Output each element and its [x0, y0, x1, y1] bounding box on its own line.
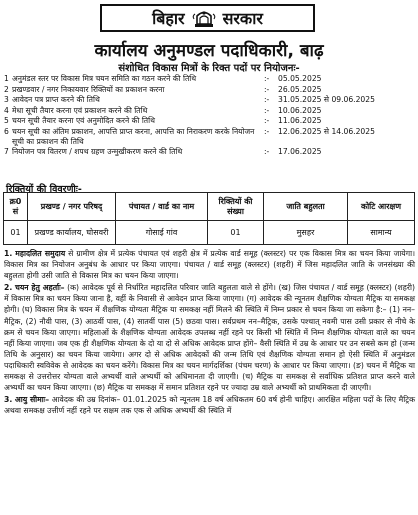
schedule-row — [4, 95, 414, 106]
schedule-row — [4, 116, 414, 127]
schedule-date: 05.05.2025 — [278, 74, 322, 83]
col-panchayat: पंचायत / वार्ड का नाम — [116, 193, 208, 221]
cell-caste: मुसहर — [264, 221, 348, 245]
schedule-list — [4, 74, 414, 158]
schedule-colon: :- — [264, 116, 270, 126]
bihar-sarkar-logo — [100, 4, 315, 32]
p3-heading: आयु सीमाः– — [14, 395, 50, 405]
schedule-text: चयन सूची तैयार करना एवं अनुमोदित करने की तिथि — [12, 116, 155, 126]
notice-body — [4, 248, 415, 417]
schedule-date: 10.06.2025 — [278, 105, 322, 115]
p1-text: से ग्रामीण क्षेत्र में प्रत्येक पंचायत एवं शहरी क्षेत्र में प्रत्येक वार्ड समूह (क्लस्टर) पर एक विकास मित्र का चयन किया जायेगा। विकास मित्र का नियोजन अनुबंध के आधार पर किया जाएगा। पंचायत / वार्ड समूह (क्लस्टर) (शहरी) में जिस महादलित जाति के जनसंख्या की बहुलता होगी उसी जाति से विकास मित्र का चयन किया जाएगा। — [4, 249, 415, 281]
schedule-date: 17.06.2025 — [278, 147, 322, 157]
p1-number: 1. — [4, 249, 13, 258]
schedule-text: चयन सूची का अंतिम प्रकाशन, आपत्ति प्राप्त करना, आपत्ति का निराकरण करके नियोजन सूची का प्रकाशन की तिथि — [12, 126, 255, 147]
schedule-text: मेधा सूची तैयार करना एवं प्रकाशन करने की तिथि — [12, 105, 148, 115]
p2-text: (क) आवेदक पूर्व से निर्धारित महादलित परिवार जाति बहुलता वाले से होंगे। (ख) जिस पंचायत / वार्ड समूह (क्लस्टर) (शहरी) में विकास मित्र का चयन किया जाना है, वहीं के निवासी से आवेदन प्राप्त किया जाएगा। (ग) आवेदक की न्यूनतम शैक्षणिक योग्यता मैट्रिक या समकक्ष होगी। (घ) विकास मित्र के चयन में शैक्षणिक योग्यता मैट्रिक या समकक्ष नहीं मिलने की स्थिति में निम्न प्रकार से चयन किया जा सकेगा है:– (1) नन–मैट्रिक, (2) नौवी पास, (3) आठवीं पास, (4) सातवीं पास (5) छठवा पास। सर्वप्रथम नन–मैट्रिक, उसके पश्चात् नवमी पास उसी प्रकार से नीचे के क्रम से चयन किया जाएगा। महिलाओं के शैक्षणिक योग्यता आवेदक उपलब्ध नहीं रहने पर किसी भी स्थिति में निम्न शैक्षणिक योग्यता वाले का चयन नहीं किया जाएगा। जब एक ही शैक्षणिक योग्यता के दो या दो से अधिक आवेदक प्राप्त होंगे– वैसी स्थिति में उम्र के आधार पर उन सबसे कम हो (जन्म तिथि के अनुसार) का चयन किया जायेगा। अगर दो से अधिक आवेदकों की जन्म तिथि एवं शैक्षणिक योग्यता समान हो ऐसी स्थिति में अनुमंडल पदाधिकारी स्वविवेक से आवेदक का चयन करेंगे। विकास मित्र का चयन मार्गदर्शिका (पंचम चरण) के आधार पर किया जाएगा। (ङ) चयन में मैट्रिक या समकक्ष से उत्तरोत्तर योग्यता वाले अभ्यर्थी वाले अभ्यर्थी को अधिमानता दी जाएगी। (च) मैट्रिक या समकक्ष से सर्वाधिक प्रतिशत प्राप्त करने वाले अभ्यर्थी का चयन किया जाएगा। (छ) मैट्रिक या समकक्ष में समान प्रतिशत रहने पर ज्यादा उम्र वाले अभ्यर्थी को प्राथमिकता दी जाएगी। — [4, 283, 415, 393]
schedule-row — [4, 147, 414, 158]
schedule-num: 5 — [4, 116, 9, 126]
table-row — [4, 221, 415, 245]
schedule-num: 6 — [4, 126, 9, 136]
col-vacancies: रिक्तियों की संख्या — [208, 193, 264, 221]
schedule-row — [4, 74, 414, 85]
schedule-num: 2 — [4, 84, 9, 94]
paragraph-1 — [4, 248, 415, 281]
p3-text: आवेदक की उम्र दिनांक– 01.01.2025 को न्यूनतम 18 वर्ष अधिकतम 60 वर्ष होनी चाहिए। आरक्षित महिला पदों के लिए मैट्रिक अथवा समकक्ष उत्तीर्ण नहीं रहने पर सक्षम तक एक से अधिक अभ्यर्थी की स्थिति में — [4, 395, 415, 416]
schedule-colon: :- — [264, 74, 270, 83]
schedule-row — [4, 127, 414, 147]
schedule-colon: :- — [264, 147, 270, 157]
p2-heading: चयन हेतु अहर्ताः– — [14, 283, 65, 293]
office-title: कार्यालय अनुमण्डल पदाधिकारी, बाढ़ — [94, 41, 324, 61]
schedule-colon: :- — [264, 126, 270, 136]
logo-word-sarkar: सरकार — [222, 9, 263, 28]
paragraph-3 — [4, 394, 415, 416]
col-block: प्रखण्ड / नगर परिषद् — [28, 193, 116, 221]
cell-vacancies: 01 — [208, 221, 264, 245]
col-caste: जाति बहुलता — [264, 193, 348, 221]
p3-number: 3. — [4, 395, 13, 405]
schedule-colon: :- — [264, 84, 270, 94]
cell-block: प्रखण्ड कार्यालय, घोसवरी — [28, 221, 116, 245]
schedule-row — [4, 106, 414, 117]
cell-serial: 01 — [4, 221, 28, 245]
paragraph-2 — [4, 282, 415, 393]
notice-subtitle: संशोधित विकास मित्रों के रिक्त पदों पर नियोजनः- — [118, 63, 300, 74]
vacancy-heading: रिक्तियों की विवरणीः- — [6, 184, 82, 195]
header-bar — [0, 0, 418, 36]
p1-heading: महादलित समुदाय — [15, 249, 66, 258]
schedule-num: 4 — [4, 105, 9, 115]
table-header-row — [4, 193, 415, 221]
cell-category: सामान्य — [348, 221, 415, 245]
schedule-num: 1 — [4, 74, 9, 83]
schedule-text: प्रखण्डवार / नगर निकायवार रिक्तियों का प्रकाशन करना — [12, 84, 165, 94]
schedule-num: 7 — [4, 147, 9, 157]
cell-panchayat: गोसाई गांव — [116, 221, 208, 245]
schedule-date: 26.05.2025 — [278, 84, 322, 94]
bihar-emblem-icon — [191, 7, 217, 29]
p2-number: 2. — [4, 283, 13, 293]
schedule-date: 12.06.2025 से 14.06.2025 — [278, 126, 375, 136]
schedule-colon: :- — [264, 105, 270, 115]
logo-word-bihar: बिहार — [152, 9, 185, 28]
schedule-colon: :- — [264, 95, 270, 105]
col-category: कोटि आरक्षण — [348, 193, 415, 221]
schedule-row — [4, 85, 414, 96]
schedule-date: 11.06.2025 — [278, 116, 322, 126]
schedule-text: अनुमंडल स्तर पर विकास मित्र चयन समिति का गठन करने की तिथि — [12, 74, 197, 83]
col-serial: क्र0 सं — [4, 193, 28, 221]
schedule-date: 31.05.2025 से 09.06.2025 — [278, 95, 375, 105]
vacancy-table — [3, 192, 415, 245]
schedule-text: नियोजन पत्र वितरण / शपथ ग्रहण उन्मुखीकरण करने की तिथि — [12, 147, 183, 157]
schedule-num: 3 — [4, 95, 9, 105]
schedule-text: आवेदन पत्र प्राप्त करने की तिथि — [12, 95, 100, 105]
